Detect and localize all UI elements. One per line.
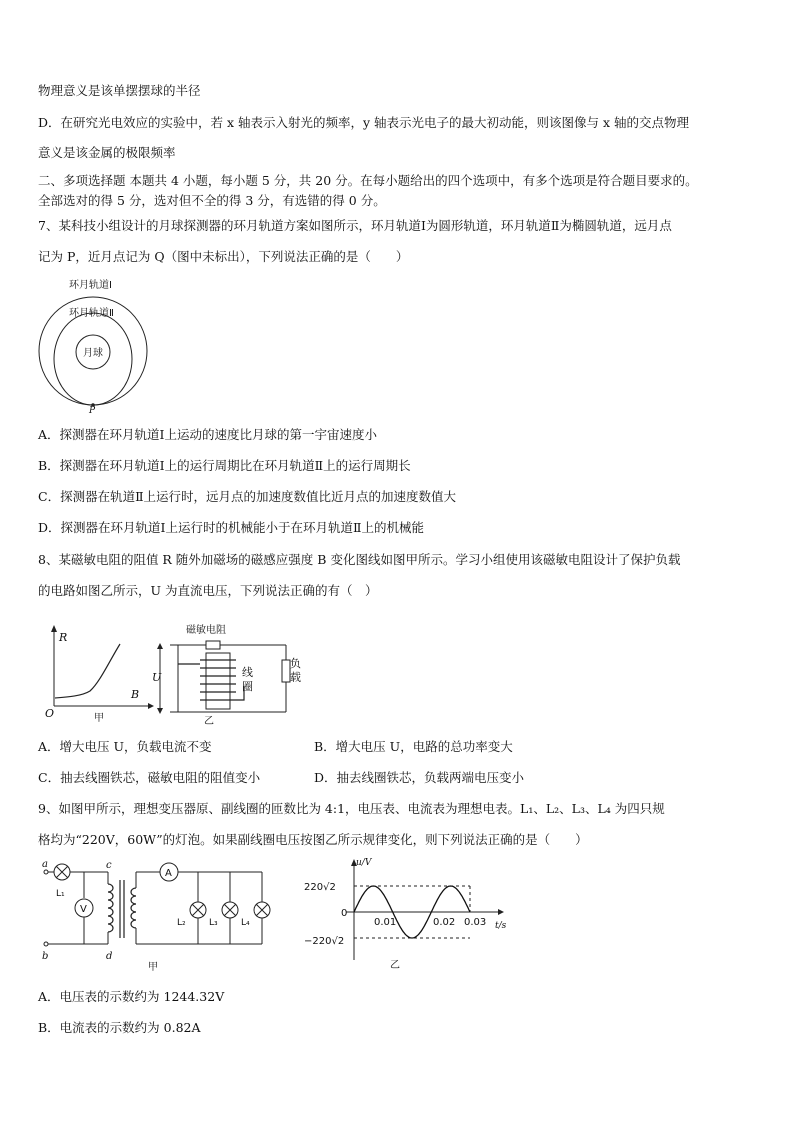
transformer-circuit xyxy=(36,858,276,974)
wave-y-label: u/V xyxy=(356,858,372,868)
question-7-option-c: C．探测器在轨道Ⅱ上运行时，远月点的加速度数值比近月点的加速度数值大 xyxy=(38,489,457,504)
wave-x-label: t/s xyxy=(495,921,507,931)
question-9-stem: 9、如图甲所示，理想变压器原、副线圈的匝数比为 4:1，电压表、电流表为理想电表。L₁、L₂、L₃、L₄ 为四只规 xyxy=(38,801,665,816)
wave-max-label: 220√2 xyxy=(304,882,336,893)
question-7-stem: 7、某科技小组设计的月球探测器的环月轨道方案如图所示，环月轨道Ⅰ为圆形轨道，环月轨道Ⅱ为椭圆轨道，远月点 xyxy=(38,218,672,233)
wave-tick-2: 0.02 xyxy=(433,917,456,928)
y-axis-arrow xyxy=(51,625,57,632)
voltage-arrow-up xyxy=(157,643,163,649)
question-8-stem: 的电路如图乙所示，U 为直流电压，下列说法正确的有（ ） xyxy=(38,583,378,598)
lamp-l2-label: L₂ xyxy=(177,918,186,928)
terminal-b-label: b xyxy=(42,951,49,962)
figure-yi-label: 乙 xyxy=(204,716,214,727)
lamp-l1-label: L₁ xyxy=(56,889,65,899)
section-heading: 二、多项选择题 本题共 4 小题，每小题 5 分，共 20 分。在每小题给出的四个选项中，有多个选项是符合题目要求的。 xyxy=(38,173,698,188)
terminal-b xyxy=(44,942,48,946)
terminal-a xyxy=(44,870,48,874)
orbit-diagram xyxy=(38,272,158,414)
wave-tick-1: 0.01 xyxy=(374,917,397,928)
question-8-stem: 8、某磁敏电阻的阻值 R 随外加磁场的磁感应强度 B 变化图线如图甲所示。学习小组使用该磁敏电阻设计了保护负载 xyxy=(38,552,681,567)
lamp-l4-label: L₄ xyxy=(241,918,250,928)
coil-windings xyxy=(178,660,244,700)
voltage-label: U xyxy=(152,671,162,684)
text-line: D．在研究光电效应的实验中，若 x 轴表示入射光的频率，y 轴表示光电子的最大初动能，则该图像与 x 轴的交点物理 xyxy=(38,115,690,130)
ammeter-label: A xyxy=(165,868,172,879)
voltmeter-label: V xyxy=(80,904,87,915)
orbit-2-ellipse xyxy=(54,313,132,405)
figure-jia-label: 甲 xyxy=(94,713,104,724)
coil-label-1: 线 xyxy=(242,666,253,679)
resistance-graph xyxy=(38,618,158,724)
terminal-c-label: c xyxy=(106,860,112,871)
protection-circuit xyxy=(148,616,308,728)
question-7-option-b: B．探测器在环月轨道Ⅰ上的运行周期比在环月轨道Ⅱ上的运行周期长 xyxy=(38,458,411,473)
terminal-a-label: a xyxy=(42,859,48,870)
text-line: 全部选对的得 5 分，选对但不全的得 3 分，有选错的得 0 分。 xyxy=(38,193,386,208)
orbit-2-label: 环月轨道Ⅱ xyxy=(69,308,114,319)
question-9-option-a: A．电压表的示数约为 1244.32V xyxy=(38,989,225,1004)
r-b-curve xyxy=(55,644,120,698)
question-8-option-c: C．抽去线圈铁芯，磁敏电阻的阻值变小 xyxy=(38,770,261,785)
text-line: 物理意义是该单摆摆球的半径 xyxy=(38,83,201,98)
figure-yi-label: 乙 xyxy=(390,960,400,971)
wave-zero-label: 0 xyxy=(341,908,348,919)
figure-jia-label: 甲 xyxy=(148,962,158,973)
question-7-option-a: A．探测器在环月轨道Ⅰ上运动的速度比月球的第一宇宙速度小 xyxy=(38,427,377,442)
terminal-d-label: d xyxy=(106,951,113,962)
question-8-option-d: D．抽去线圈铁芯，负载两端电压变小 xyxy=(314,770,525,785)
question-8-option-a: A．增大电压 U，负载电流不变 xyxy=(38,739,212,754)
resistor-label: 磁敏电阻 xyxy=(186,625,226,636)
orbit-1-label: 环月轨道Ⅰ xyxy=(69,280,112,291)
point-p-label: P xyxy=(89,406,96,414)
primary-coil xyxy=(108,884,113,932)
lamp-l3-label: L₃ xyxy=(209,918,218,928)
wave-min-label: −220√2 xyxy=(304,936,345,947)
x-axis-label: B xyxy=(131,688,140,701)
wave-x-arrow xyxy=(498,909,504,915)
question-7-option-d: D．探测器在环月轨道Ⅰ上运行时的机械能小于在环月轨道Ⅱ上的机械能 xyxy=(38,520,424,535)
load-label-2: 载 xyxy=(290,671,301,684)
voltage-waveform xyxy=(302,856,522,972)
question-8-option-b: B．增大电压 U，电路的总功率变大 xyxy=(314,739,513,754)
magnetoresistor xyxy=(206,641,220,649)
secondary-coil xyxy=(131,888,136,928)
y-axis-label: R xyxy=(59,631,68,644)
load-label-1: 负 xyxy=(290,657,301,670)
coil-label-2: 圈 xyxy=(242,680,253,693)
wave-tick-3: 0.03 xyxy=(464,917,487,928)
voltage-arrow-down xyxy=(157,708,163,714)
text-line: 意义是该金属的极限频率 xyxy=(38,145,176,160)
question-9-stem: 格均为“220V，60W”的灯泡。如果副线圈电压按图乙所示规律变化，则下列说法正确的是（ ） xyxy=(38,832,588,847)
question-9-option-b: B．电流表的示数约为 0.82A xyxy=(38,1020,201,1035)
origin-label: O xyxy=(45,707,55,720)
question-7-stem: 记为 P，近月点记为 Q（图中未标出），下列说法正确的是（ ） xyxy=(38,249,409,264)
load-resistor xyxy=(282,660,290,682)
moon-label: 月球 xyxy=(83,348,103,359)
